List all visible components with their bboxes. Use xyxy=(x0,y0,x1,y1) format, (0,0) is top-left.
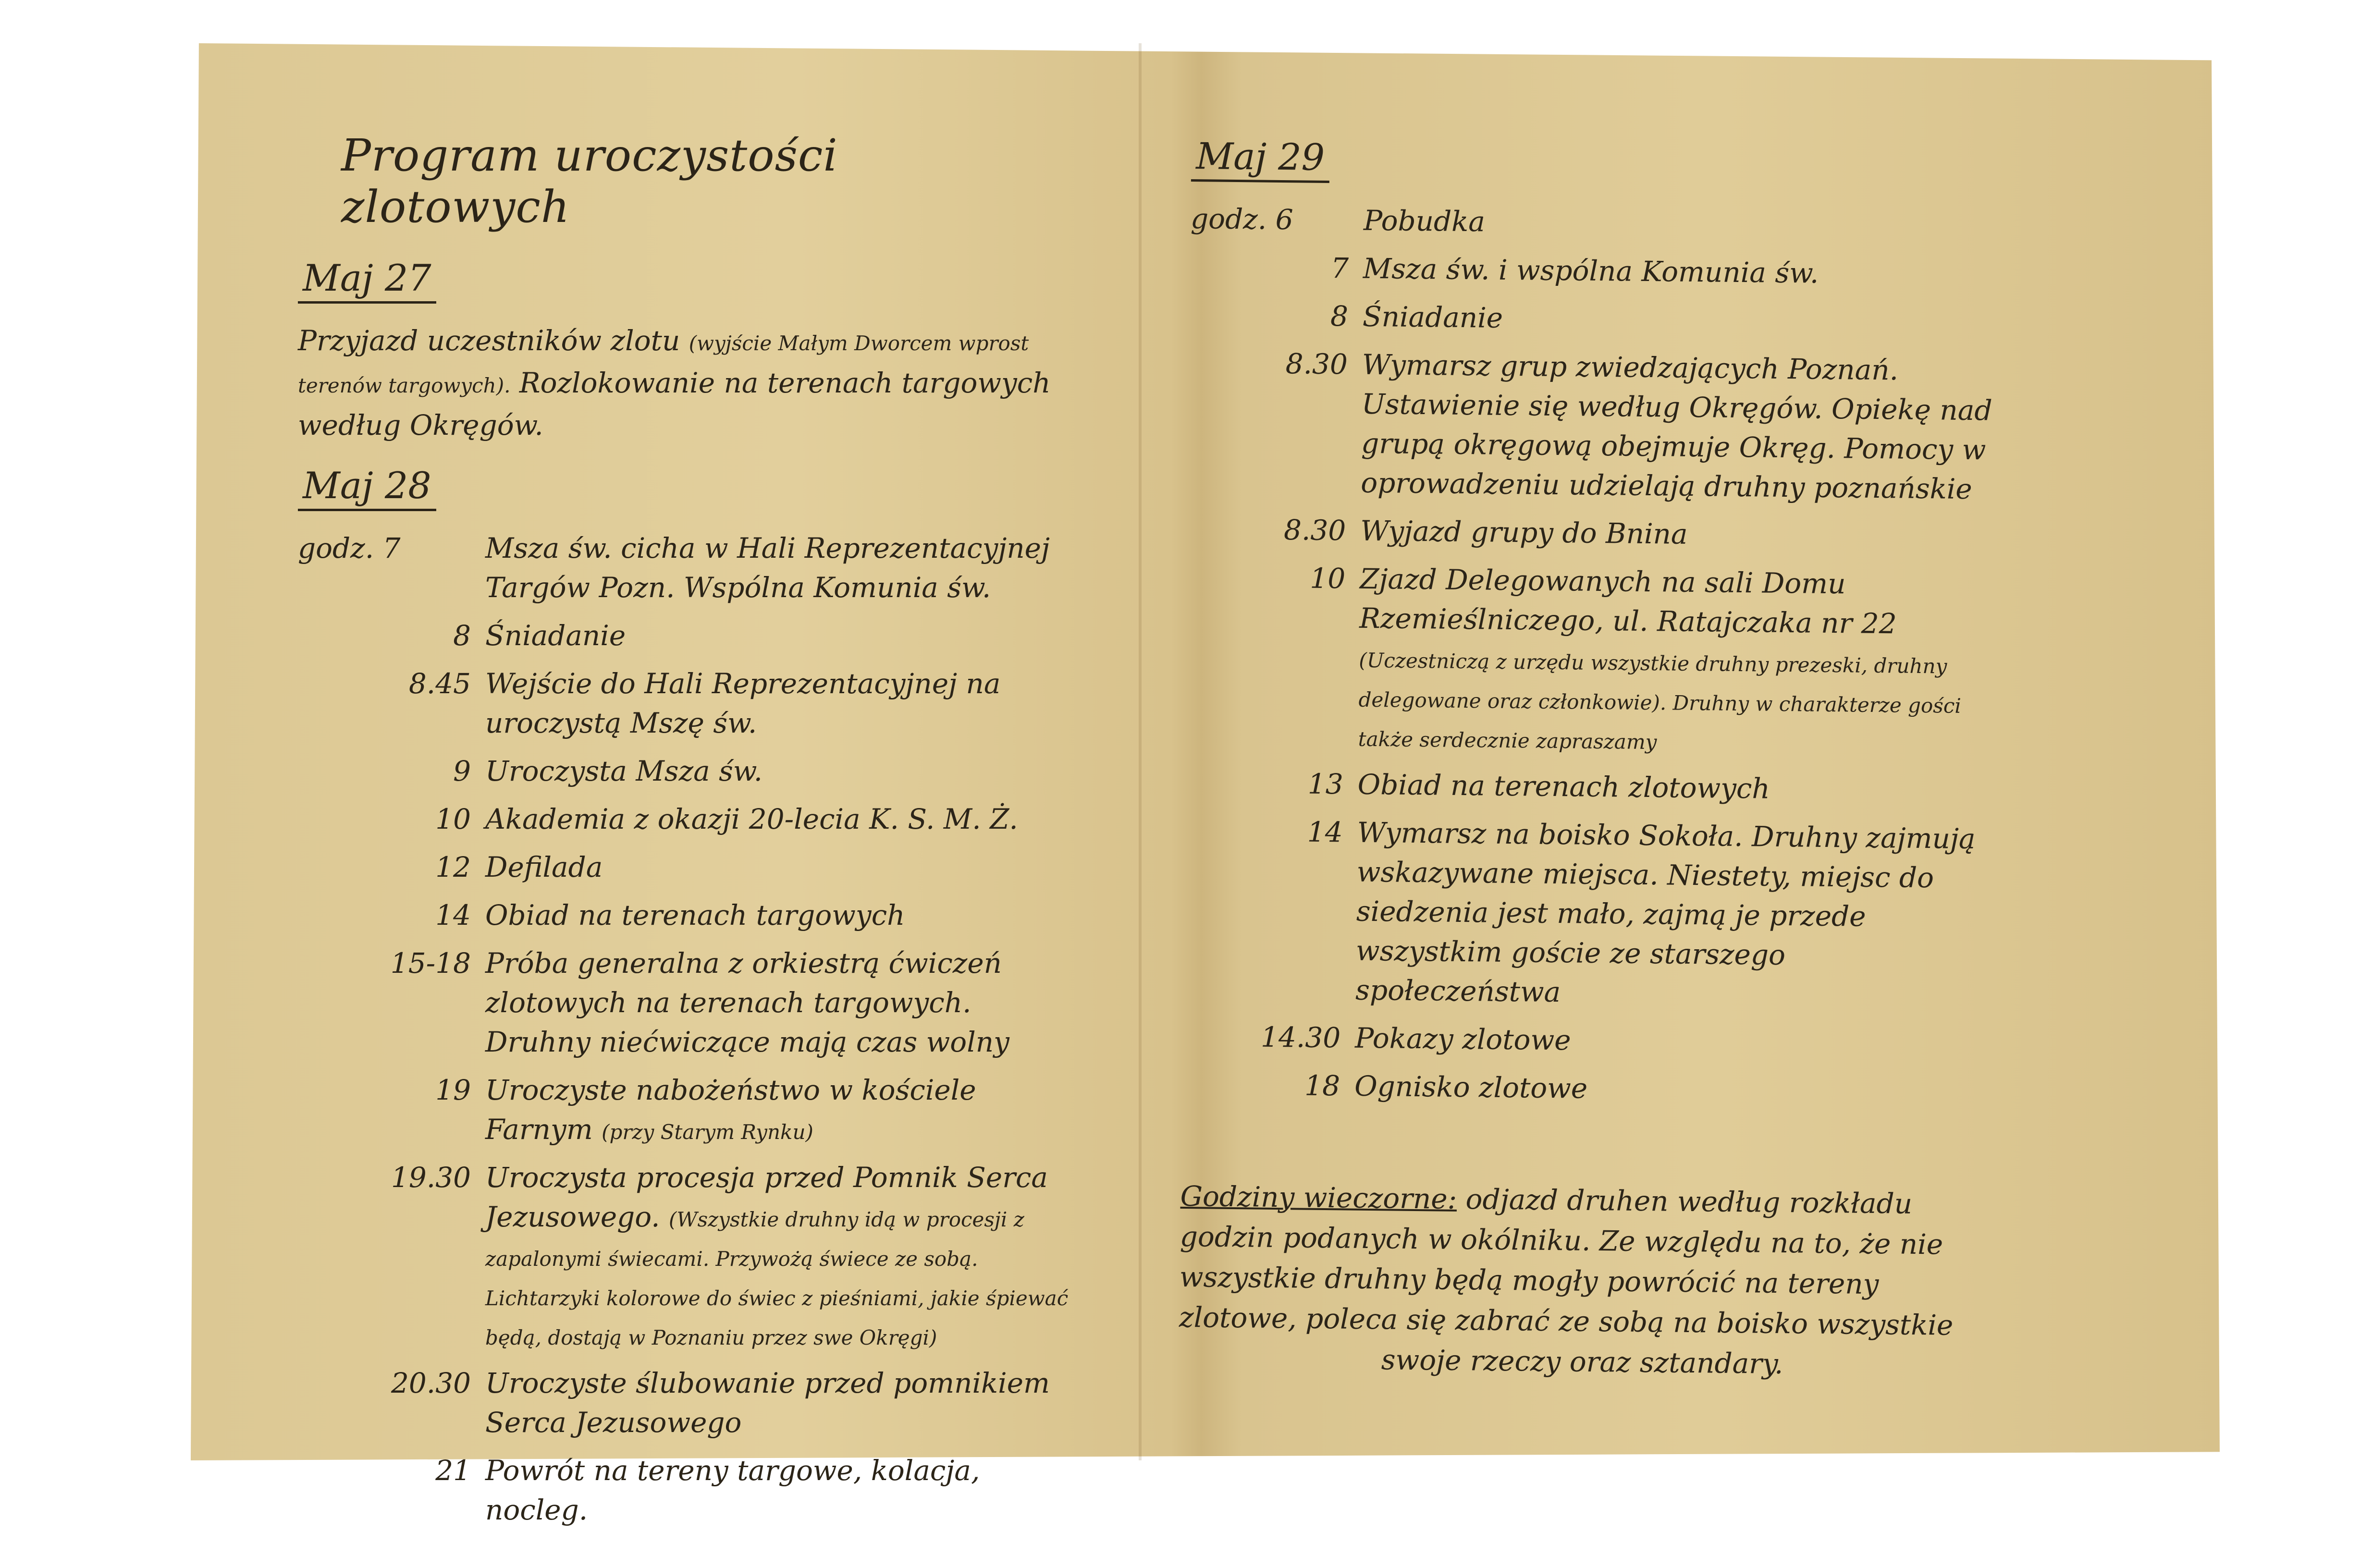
schedule-row xyxy=(1182,1017,1990,1065)
center-fold xyxy=(1139,43,1142,1460)
schedule-time: godz. 7 xyxy=(298,532,401,564)
schedule-row xyxy=(298,1158,1076,1355)
schedule-time: 21 xyxy=(435,1454,471,1487)
schedule-event-text: Ognisko zlotowe xyxy=(1354,1069,1588,1105)
evening-text: odjazd druhen według rozkładu godzin podanych w okólniku. Ze względu na to, że nie wszystkie druhny będą mogły powrócić na tereny zlotowe, poleca się zabrać ze sobą na boisko wszystkie xyxy=(1179,1183,1954,1342)
schedule-row xyxy=(298,1363,1076,1442)
schedule-time: 15-18 xyxy=(390,947,471,980)
schedule-row xyxy=(298,1070,1076,1149)
evening-paragraph xyxy=(1179,1176,1988,1386)
schedule-time: 10 xyxy=(1310,562,1346,595)
arrival-paragraph xyxy=(298,321,1076,445)
schedule-time: 14.30 xyxy=(1260,1020,1341,1054)
schedule-event-text: Zjazd Delegowanych na sali Domu Rzemieślniczego, ul. Ratajczaka nr 22 xyxy=(1359,562,1897,640)
schedule-time: 9 xyxy=(453,755,471,787)
schedule-row xyxy=(1190,295,1997,343)
schedule-event-note: (Wszystkie druhny idą w procesji z zapalonymi świecami. Przywożą świece ze sobą. Lichtarzyki kolorowe do świec z pieśniami, jakie śpiewać będą, dostają w Poznaniu przez swe Okręgi) xyxy=(485,1208,1069,1349)
schedule-time: 12 xyxy=(435,851,471,883)
schedule-event xyxy=(485,1070,1076,1149)
schedule-event xyxy=(1354,1066,1989,1113)
schedule-time: 10 xyxy=(435,803,471,835)
schedule-event-text: Próba generalna z orkiestrą ćwiczeń zlotowych na terenach targowych. Druhny niećwiczące mają czas wolny xyxy=(485,947,1009,1058)
arrival-note: (wyjście Małym Dworcem wprost terenów targowych). xyxy=(298,331,1029,397)
schedule-event xyxy=(485,664,1076,743)
date-heading-may-29: Maj 29 xyxy=(1191,135,1330,183)
schedule-time: 8.45 xyxy=(408,667,471,700)
schedule-time: 14 xyxy=(1307,815,1343,849)
schedule-event xyxy=(485,799,1076,839)
schedule-event xyxy=(485,1158,1076,1355)
schedule-row xyxy=(298,799,1076,839)
schedule-event xyxy=(1355,1018,1990,1065)
schedule-time: 18 xyxy=(1304,1069,1340,1102)
schedule-row xyxy=(1191,199,1998,247)
program-title: Program uroczystości zlotowych xyxy=(341,130,838,233)
schedule-time: 8 xyxy=(453,619,471,652)
date-heading-may-28: Maj 28 xyxy=(298,464,436,511)
schedule-event-text: Wejście do Hali Reprezentacyjnej na uroczystą Mszę św. xyxy=(485,667,1001,739)
date-heading-may-27: Maj 27 xyxy=(298,257,436,304)
schedule-time: 8 xyxy=(1330,300,1349,333)
schedule-event-text: Defilada xyxy=(485,851,603,883)
evening-last-line: swoje rzeczy oraz sztandary. xyxy=(1381,1343,1783,1381)
schedule-event-text: Uroczysta procesja przed Pomnik Serca Jezusowego. xyxy=(485,1161,1048,1233)
schedule-time: 14 xyxy=(435,899,471,931)
schedule-row xyxy=(298,847,1076,887)
schedule-row xyxy=(1188,343,1996,509)
arrival-lead: Przyjazd xyxy=(298,324,418,357)
schedule-row xyxy=(1190,247,1998,295)
schedule-event-text: Msza św. i wspólna Komunia św. xyxy=(1363,252,1819,290)
schedule-event-text: Pokazy zlotowe xyxy=(1354,1021,1571,1057)
schedule-time: 7 xyxy=(1330,252,1349,285)
schedule-event xyxy=(485,1363,1076,1442)
arrival-text-2: Rozlokowanie na terenach targowych według Okręgów. xyxy=(298,367,1051,441)
schedule-event-text: Uroczyste ślubowanie przed pomnikiem Serca Jezusowego xyxy=(485,1367,1050,1439)
schedule-event-text: Wymarsz grup zwiedzających Poznań. Ustawienie się według Okręgów. Opiekę nad grupą okręgową obejmuje Okręg. Pomocy w oprowadzeniu udzielają druhny poznańskie xyxy=(1360,348,1992,506)
schedule-event xyxy=(485,751,1076,791)
schedule-event xyxy=(1355,813,1991,1017)
schedule-row xyxy=(298,943,1076,1062)
schedule-time: 13 xyxy=(1307,767,1344,801)
schedule-event-text: Akademia z okazji 20-lecia K. S. M. Ż. xyxy=(485,803,1018,835)
schedule-event xyxy=(1361,345,1996,509)
schedule-event xyxy=(485,895,1076,935)
schedule-time: godz. 6 xyxy=(1190,202,1293,236)
schedule-row xyxy=(298,664,1076,743)
schedule-event-text: Powrót na tereny targowe, kolacja, nocleg. xyxy=(485,1454,980,1526)
schedule-event xyxy=(485,847,1076,887)
schedule-event xyxy=(485,1451,1076,1530)
schedule-event-text: Uroczysta Msza św. xyxy=(485,755,763,787)
schedule-event-text: Wyjazd grupy do Bnina xyxy=(1360,514,1688,551)
schedule-event-text: Śniadanie xyxy=(485,619,626,652)
schedule-time: 8.30 xyxy=(1285,347,1348,381)
schedule-time: 20.30 xyxy=(391,1367,471,1399)
schedule-time: 19.30 xyxy=(391,1161,471,1194)
schedule-event-note: (Uczestniczą z urzędu wszystkie druhny prezeski, druhny delegowane oraz członkowie). Druhny w charakterze gości także serdecznie zapraszamy xyxy=(1358,648,1962,754)
schedule-event xyxy=(1363,297,1997,343)
schedule-row xyxy=(298,895,1076,935)
schedule-event xyxy=(1360,511,1995,557)
schedule-row xyxy=(298,751,1076,791)
schedule-event-text: Wymarsz na boisko Sokoła. Druhny zajmują wskazywane miejsca. Niestety, miejsc do siedzenia jest mało, zajmą je przede wszystkim goście ze starszego społeczeństwa xyxy=(1355,816,1976,1009)
schedule-event xyxy=(485,616,1076,655)
schedule-event xyxy=(1358,559,1994,763)
schedule-time: 8.30 xyxy=(1283,514,1346,547)
schedule-row xyxy=(1184,763,1992,811)
schedule-row xyxy=(1187,509,1995,557)
schedule-event-note: (przy Starym Rynku) xyxy=(602,1120,813,1144)
schedule-event-text: Uroczyste nabożeństwo w kościele Farnym xyxy=(485,1074,976,1146)
schedule-row xyxy=(1182,811,1991,1017)
arrival-text: uczestników zlotu xyxy=(427,324,680,357)
evening-label: Godziny wieczorne: xyxy=(1180,1179,1457,1215)
schedule-time: 19 xyxy=(435,1074,471,1106)
schedule-row xyxy=(1185,557,1994,763)
schedule-event-text: Obiad na terenach zlotowych xyxy=(1357,768,1770,805)
schedule-event xyxy=(1363,249,1998,295)
schedule-row xyxy=(298,616,1076,655)
schedule-row xyxy=(298,1451,1076,1530)
schedule-may-29 xyxy=(1181,199,1998,1112)
schedule-event-text: Msza św. cicha w Hali Reprezentacyjnej Targów Pozn. Wspólna Komunia św. xyxy=(485,532,1050,604)
left-page xyxy=(298,130,1076,1538)
schedule-event xyxy=(485,943,1076,1062)
schedule-event-text: Pobudka xyxy=(1363,204,1486,238)
schedule-event-text: Śniadanie xyxy=(1362,300,1503,334)
schedule-event-text: Obiad na terenach targowych xyxy=(485,899,905,931)
schedule-may-28 xyxy=(298,528,1076,1530)
schedule-event xyxy=(1364,201,1998,247)
right-page xyxy=(1179,130,1999,1386)
schedule-row xyxy=(298,528,1076,607)
schedule-row xyxy=(1181,1065,1989,1113)
schedule-event xyxy=(485,528,1076,607)
schedule-event xyxy=(1357,765,1992,811)
